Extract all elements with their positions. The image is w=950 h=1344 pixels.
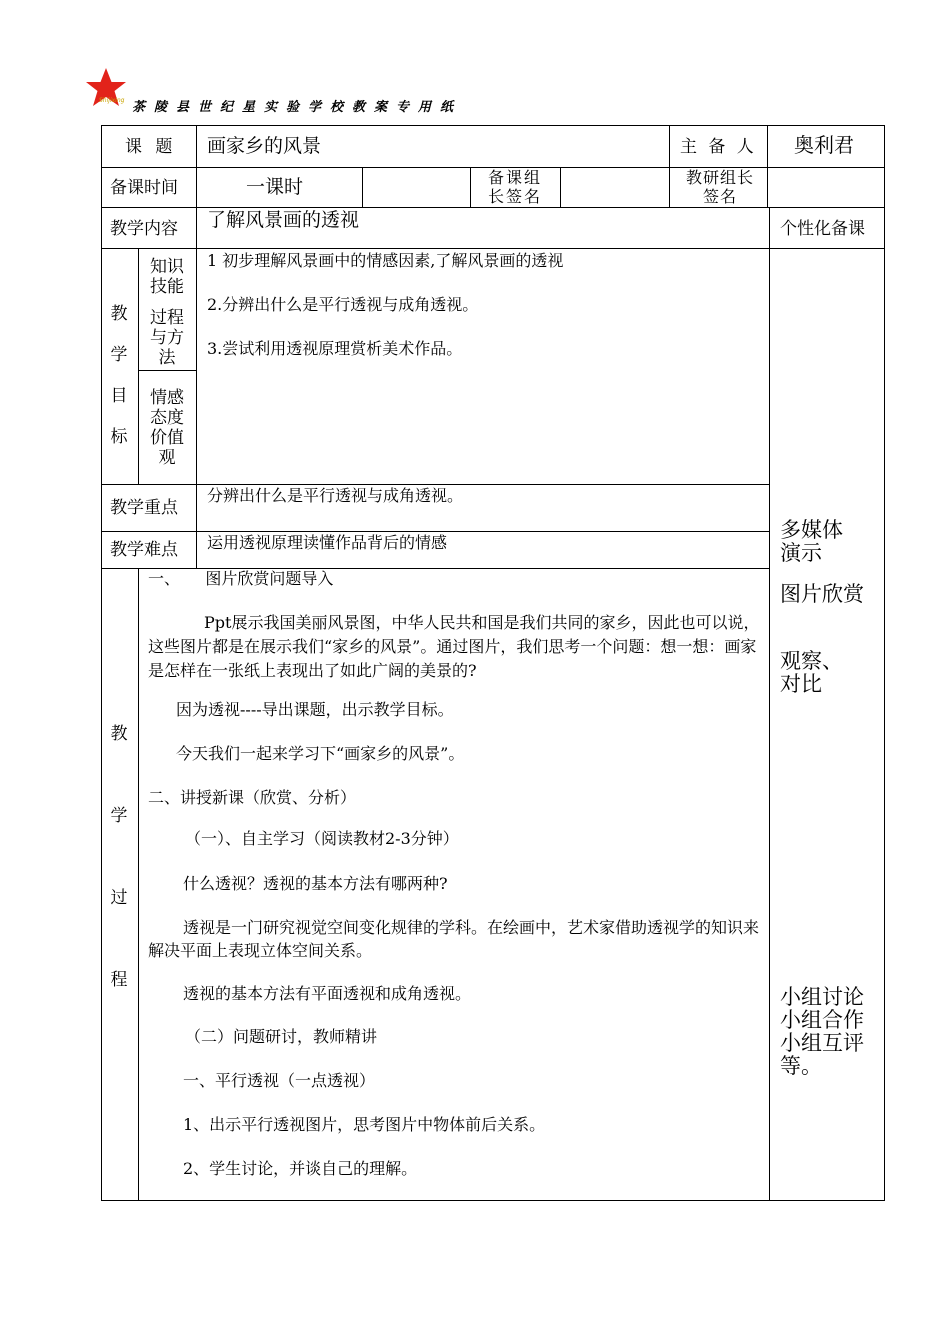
objective-label-process: 过程与方法 <box>150 308 184 368</box>
preparer-value: 奥利君 <box>794 133 854 157</box>
teaching-content-value: 了解风景画的透视 <box>207 209 360 231</box>
objective-text-3: 3.尝试利用透视原理赏析美术作品。 <box>207 339 463 358</box>
objective-label-attitude: 情感态度价值观 <box>150 388 184 468</box>
topic-label: 课 题 <box>125 137 177 157</box>
process-paragraph-intro: Ppt展示我国美丽风景图，中华人民共和国是我们共同的家乡，因此也可以说，这些图片都是在展示我们“家乡的风景”。通过图片，我们思考一个问题：想一想：画家是怎样在一张纸上表现出了如此广阔的美景的? <box>148 613 760 680</box>
process-line-1: 一、 图片欣赏问题导入 <box>148 569 334 588</box>
teaching-process-label: 教学过程 <box>110 724 128 990</box>
prep-time-label: 备课时间 <box>110 178 178 198</box>
process-line-4: 今天我们一起来学习下“画家乡的风景”。 <box>176 744 465 763</box>
process-line-9: 透视的基本方法有平面透视和成角透视。 <box>183 984 472 1003</box>
personalized-prep-label: 个性化备课 <box>780 219 865 239</box>
preparer-label: 主 备 人 <box>680 137 757 157</box>
objective-label-knowledge: 知识技能 <box>150 257 184 297</box>
process-line-3: 因为透视----导出课题，出示教学目标。 <box>176 700 454 719</box>
key-point-text: 分辨出什么是平行透视与成角透视。 <box>207 486 464 505</box>
prep-time-value: 一课时 <box>246 176 304 198</box>
logo-text: Shijixing <box>99 97 125 104</box>
topic-value: 画家乡的风景 <box>207 135 322 157</box>
process-line-5: 二、讲授新课（欣赏、分析） <box>148 788 357 807</box>
process-line-11: 一、平行透视（一点透视） <box>183 1071 376 1090</box>
objective-text-2: 2.分辨出什么是平行透视与成角透视。 <box>207 295 479 314</box>
objective-text-1: 1 初步理解风景画中的情感因素,了解风景画的透视 <box>207 251 564 270</box>
group-leader-signature-label: 备课组长签名 <box>487 168 542 206</box>
process-line-7: 什么透视？透视的基本方法有哪两种? <box>183 874 448 893</box>
process-line-13: 2、学生讨论，并谈自己的理解。 <box>183 1159 418 1178</box>
personal-note-observe: 观察、对比 <box>780 649 843 696</box>
process-paragraph-definition: 透视是一门研究视觉空间变化规律的学科。在绘画中，艺术家借助透视学的知识来解决平面上表现立体空间关系。 <box>148 918 760 960</box>
key-point-label: 教学重点 <box>110 498 178 518</box>
personal-note-group: 小组讨论小组合作小组互评等。 <box>780 985 864 1078</box>
process-line-6: （一）、自主学习（阅读教材2-3分钟） <box>185 829 459 848</box>
teaching-content-label: 教学内容 <box>110 219 178 239</box>
school-header-title: 茶陵县世纪星实验学校教案专用纸 <box>132 100 463 115</box>
school-logo-star <box>86 68 132 110</box>
personal-note-multimedia: 多媒体演示 <box>780 518 843 565</box>
personal-note-picture: 图片欣赏 <box>780 582 864 606</box>
difficulty-text: 运用透视原理读懂作品背后的情感 <box>207 533 448 552</box>
research-leader-signature-label: 教研组长签名 <box>685 168 754 206</box>
difficulty-label: 教学难点 <box>110 540 178 560</box>
process-line-10: （二）问题研讨，教师精讲 <box>185 1027 378 1046</box>
process-line-12: 1、出示平行透视图片，思考图片中物体前后关系。 <box>183 1115 546 1134</box>
teaching-objectives-label: 教学目标 <box>110 304 128 447</box>
